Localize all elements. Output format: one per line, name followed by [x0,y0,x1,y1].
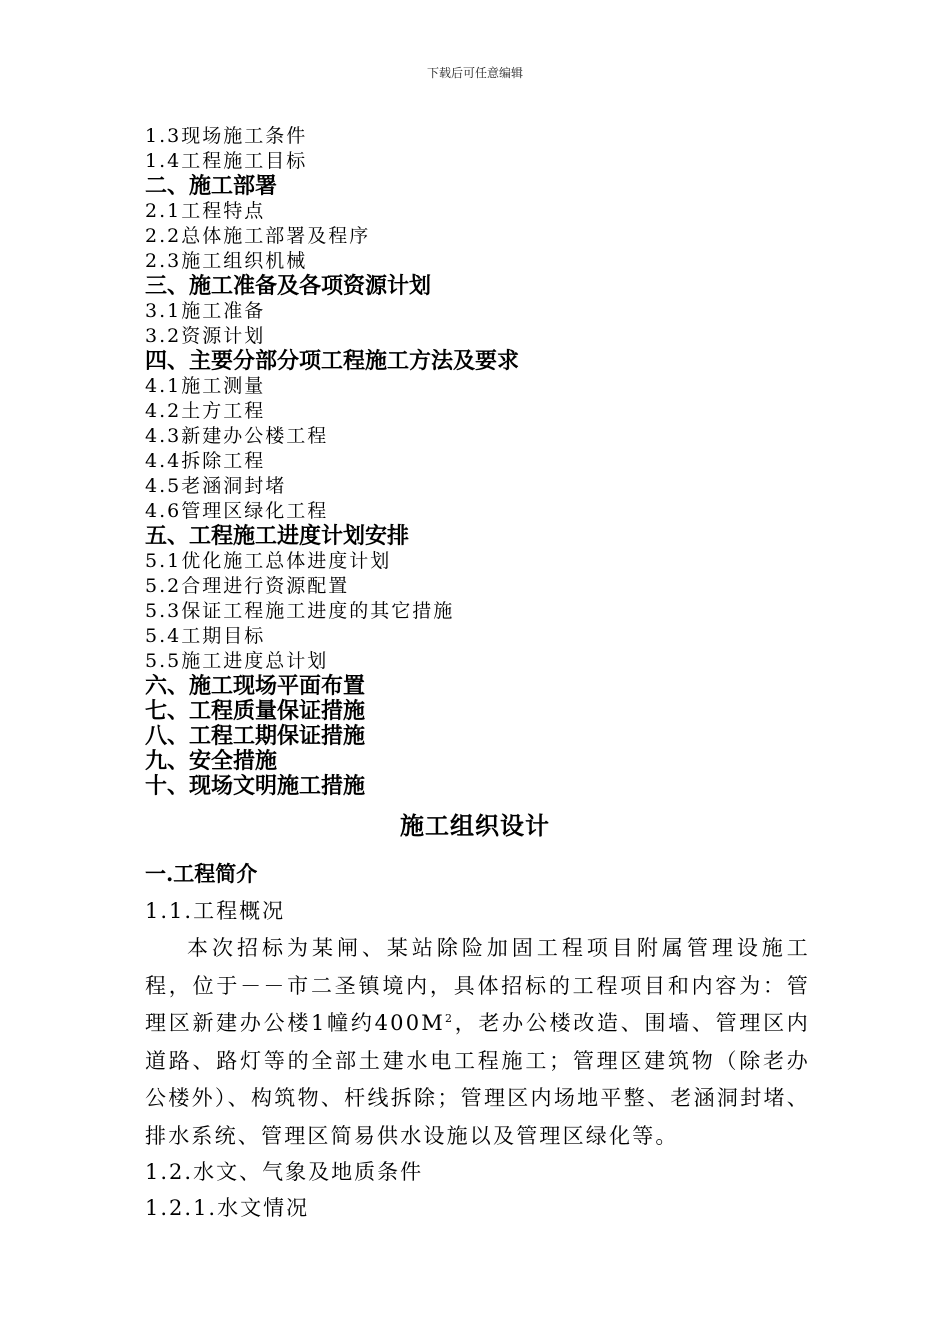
table-of-contents [145,124,825,799]
toc-subsection-item: 5.2合理进行资源配置 [145,575,350,597]
toc-subsection-item: 4.6管理区绿化工程 [145,500,329,522]
toc-chapter-heading: 五、工程施工进度计划安排 [145,524,410,549]
toc-subsection-item: 3.1施工准备 [145,300,266,322]
toc-subsection-item: 5.5施工进度总计划 [145,650,329,672]
section-heading-1: 一.工程简介 [145,861,258,886]
toc-chapter-heading: 八、工程工期保证措施 [145,724,366,749]
toc-chapter-heading: 十、现场文明施工措施 [145,774,366,799]
toc-chapter-heading: 四、主要分部分项工程施工方法及要求 [145,349,520,374]
project-overview-paragraph [145,930,810,1155]
paragraph-text-part-1: 本次招标为某闸、某站除险加固工程项目附属管理设施工程，位于－－市二圣镇境内，具体招标的工程项目和内容为：管理区新建办公楼1幢约400M [145,936,810,1035]
toc-chapter-heading: 九、安全措施 [145,749,278,774]
subsection-heading-1-2: 1.2.水文、气象及地质条件 [145,1160,424,1184]
subsection-heading-1-2-1: 1.2.1.水文情况 [145,1196,310,1220]
toc-subsection-item: 5.3保证工程施工进度的其它措施 [145,600,455,622]
toc-subsection-item: 4.1施工测量 [145,375,266,397]
toc-subsection-item: 2.3施工组织机械 [145,250,308,272]
toc-subsection-item: 2.1工程特点 [145,200,266,222]
page-header-note: 下载后可任意编辑 [426,66,523,80]
toc-subsection-item: 1.3现场施工条件 [145,125,308,147]
toc-subsection-item: 4.5老涵洞封堵 [145,475,287,497]
toc-subsection-item: 2.2总体施工部署及程序 [145,225,371,247]
subsection-heading-1-1: 1.1.工程概况 [145,899,286,923]
toc-chapter-heading: 七、工程质量保证措施 [145,699,366,724]
toc-subsection-item: 5.1优化施工总体进度计划 [145,550,392,572]
toc-subsection-item: 4.3新建办公楼工程 [145,425,329,447]
paragraph-text-part-2: ，老办公楼改造、围墙、管理区内道路、路灯等的全部土建水电工程施工；管理区建筑物（除老办公楼外）、构筑物、杆线拆除；管理区内场地平整、老涵洞封堵、排水系统、管理区简易供水设施以及管理区绿化等。 [145,1011,810,1148]
toc-subsection-item: 4.2土方工程 [145,400,266,422]
toc-subsection-item: 3.2资源计划 [145,325,266,347]
toc-subsection-item: 1.4工程施工目标 [145,150,308,172]
document-title: 施工组织设计 [400,811,550,840]
toc-chapter-heading: 六、施工现场平面布置 [145,674,366,699]
toc-subsection-item: 4.4拆除工程 [145,450,266,472]
toc-chapter-heading: 二、施工部署 [145,174,278,199]
toc-chapter-heading: 三、施工准备及各项资源计划 [145,274,432,299]
toc-subsection-item: 5.4工期目标 [145,625,266,647]
superscript-unit: 2 [444,1012,455,1025]
